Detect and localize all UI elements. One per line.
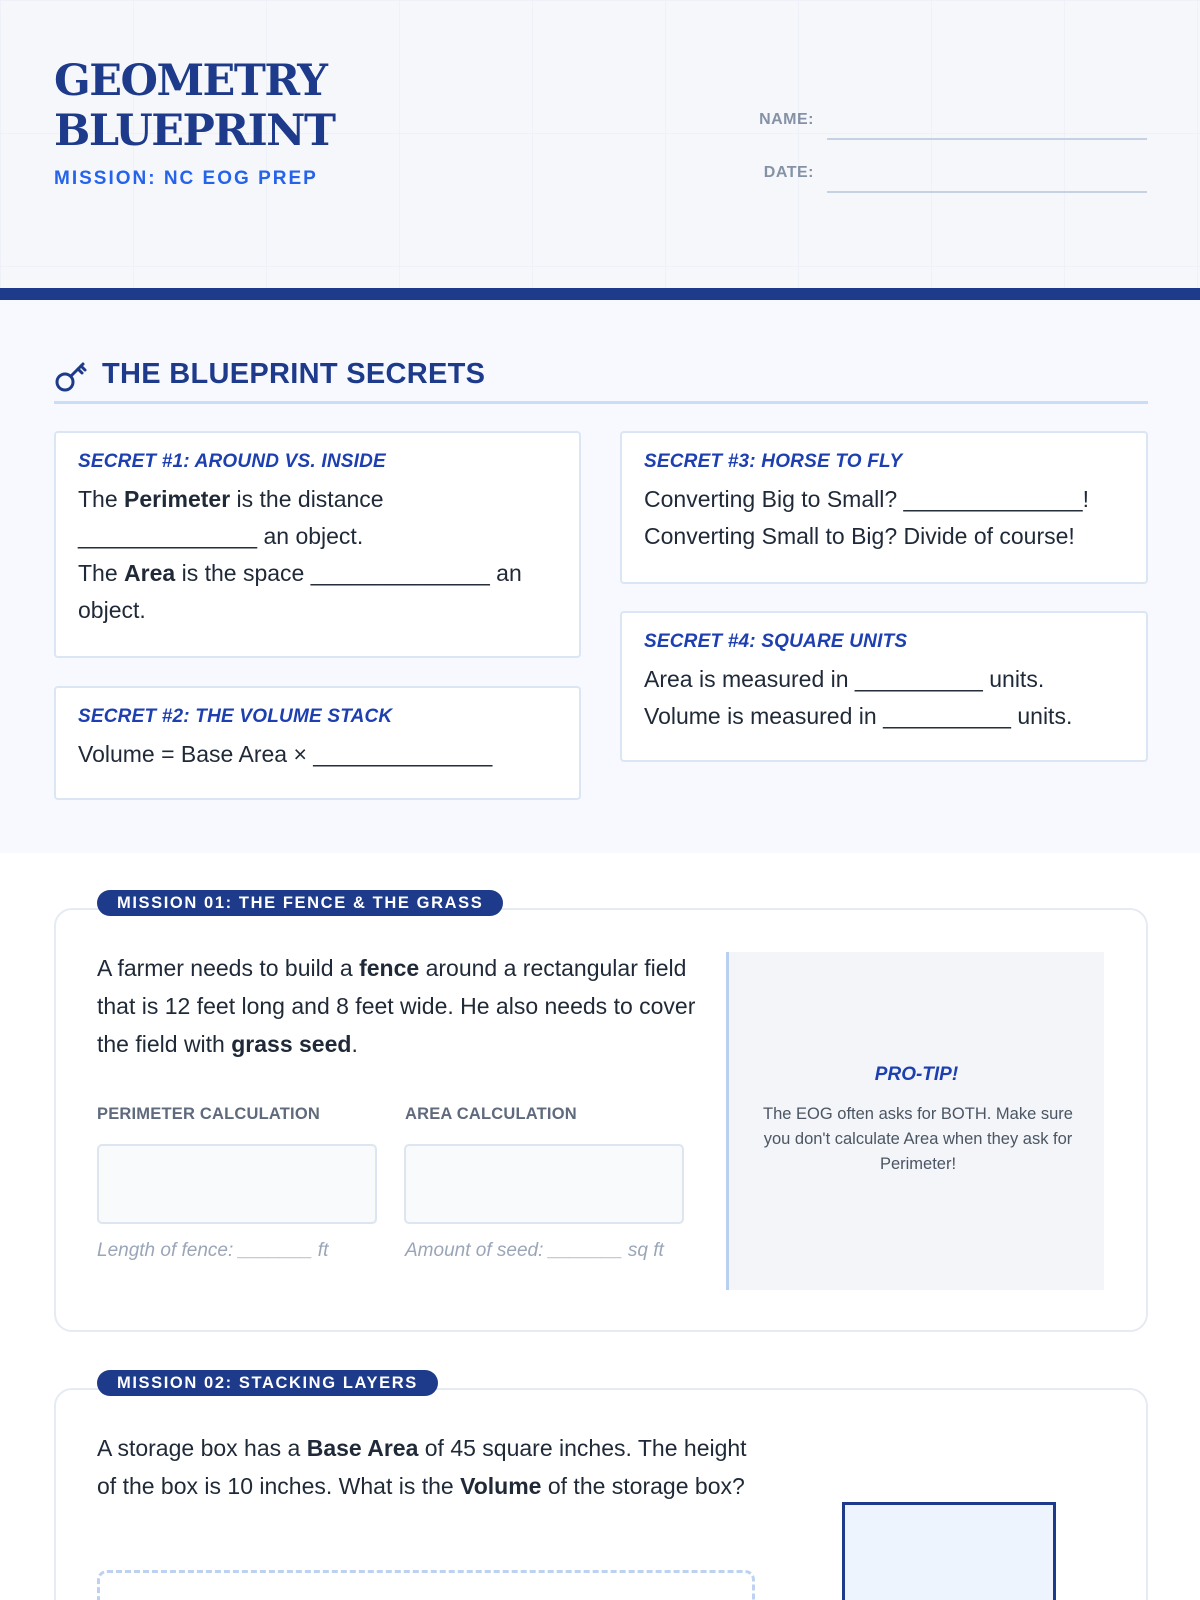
secret-card-3-line-2: Converting Small to Big? Divide of course! (644, 523, 1075, 549)
area-answer-hint: Amount of seed: _______ sq ft (405, 1240, 664, 1261)
date-label: DATE: (763, 164, 814, 181)
mission-1-problem: A farmer needs to build a fence around a rectangular field that is 12 feet long and 8 feet wide. He also needs to cover the field with grass seed. (97, 955, 696, 1057)
pro-tip-panel (726, 952, 1104, 1290)
secret-card-2 (54, 686, 581, 800)
secret-card-3-title: SECRET #3: HORSE TO FLY (644, 451, 903, 472)
secret-card-4 (620, 611, 1148, 762)
title-line-2: BLUEPRINT (54, 106, 335, 156)
mission-2-badge: MISSION 02: STACKING LAYERS (97, 1370, 438, 1396)
secrets-heading (54, 356, 1148, 404)
secret-card-1-line-2: ______________ an object. (78, 523, 364, 549)
header-divider-bar (0, 288, 1200, 300)
mission-1-badge: MISSION 01: THE FENCE & THE GRASS (97, 890, 503, 916)
secret-card-1-line-4: object. (78, 597, 146, 623)
page-subtitle: MISSION: NC EOG PREP (54, 168, 318, 189)
area-calc-input[interactable] (404, 1144, 684, 1224)
area-calc-label: AREA CALCULATION (405, 1105, 577, 1123)
secret-card-1-title: SECRET #1: AROUND VS. INSIDE (78, 451, 386, 472)
date-field[interactable] (827, 165, 1147, 193)
mission-2-problem: A storage box has a Base Area of 45 square inches. The height of the box is 10 inches. What is the Volume of the storage box? (97, 1435, 747, 1499)
name-field[interactable] (827, 112, 1147, 140)
secret-card-1-line-3: The Area is the space ______________ an (78, 560, 522, 586)
storage-box-figure (842, 1502, 1056, 1600)
secret-card-4-line-2: Volume is measured in __________ units. (644, 703, 1073, 729)
secret-card-2-title: SECRET #2: THE VOLUME STACK (78, 706, 393, 727)
secret-card-1-line-1: The Perimeter is the distance (78, 486, 384, 512)
key-icon (54, 360, 88, 394)
name-label: NAME: (759, 111, 814, 128)
secrets-heading-text: THE BLUEPRINT SECRETS (102, 358, 486, 390)
secret-card-3-line-1: Converting Big to Small? ______________! (644, 486, 1089, 512)
secret-card-2-line: Volume = Base Area × ______________ (78, 741, 493, 767)
page-title (54, 56, 335, 156)
pro-tip-text: The EOG often asks for BOTH. Make sure you don't calculate Area when they ask for Perimeter! (763, 1105, 1073, 1173)
pro-tip-title: PRO-TIP! (874, 1064, 959, 1085)
secret-card-4-title: SECRET #4: SQUARE UNITS (644, 631, 908, 652)
perimeter-calc-input[interactable] (97, 1144, 377, 1224)
secret-card-1 (54, 431, 581, 658)
volume-work-area[interactable] (97, 1570, 755, 1600)
perimeter-calc-label: PERIMETER CALCULATION (97, 1105, 320, 1123)
secret-card-3 (620, 431, 1148, 584)
title-line-1: GEOMETRY (54, 56, 327, 106)
secret-card-4-line-1: Area is measured in __________ units. (644, 666, 1045, 692)
perimeter-answer-hint: Length of fence: _______ ft (97, 1240, 329, 1261)
